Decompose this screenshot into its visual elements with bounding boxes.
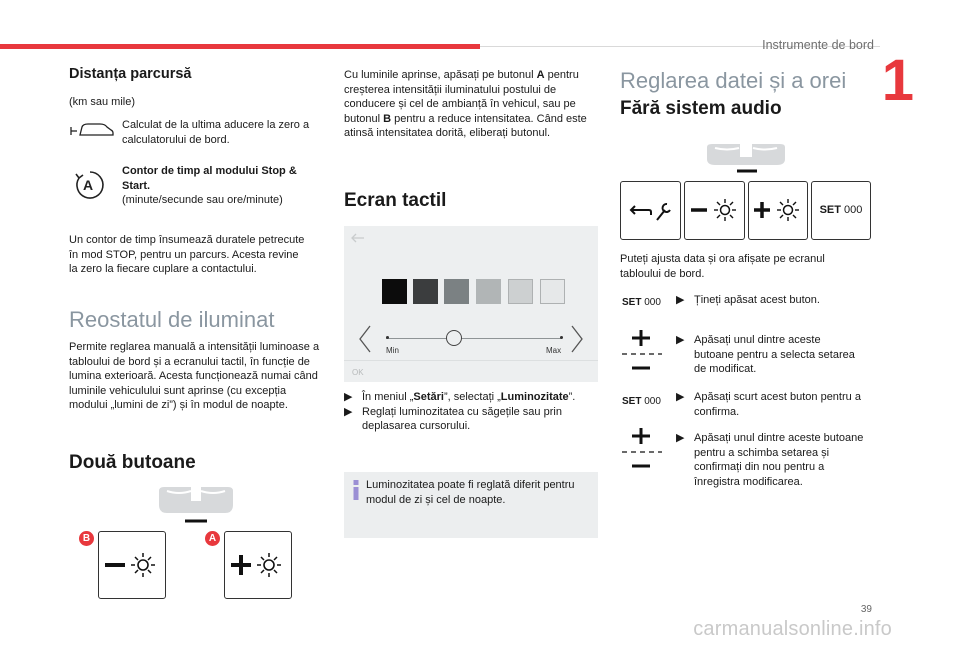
set-value: 000 xyxy=(644,297,661,308)
plus-brightness-button[interactable] xyxy=(748,181,808,240)
tip-text: Luminozitatea poate fi reglată diferit pentru modul de zi și cel de noapte. xyxy=(366,479,575,506)
set-label: SET xyxy=(622,396,642,407)
ok-button[interactable]: OK xyxy=(352,368,364,377)
chevron-left-icon[interactable] xyxy=(358,324,372,354)
button-a-brighten[interactable] xyxy=(224,531,292,599)
distance-item2 xyxy=(122,164,322,208)
minus-brightness-button[interactable] xyxy=(684,181,745,240)
swatch[interactable] xyxy=(508,279,533,304)
date-intro: Puteți ajusta data și ora afișate pe ecranul tabloului de bord. xyxy=(620,253,825,280)
slider-min-label: Min xyxy=(386,346,399,355)
step4-text: Apăsați unul dintre aceste butoane pentru a schimba setarea și confirmați din nou pentru a înregistra modificarea. xyxy=(694,432,864,488)
step3-text: Apăsați scurt acest buton pentru a confirma. xyxy=(694,391,861,418)
bullet-icon: ▶ xyxy=(344,391,353,403)
bullet1-part-b: ”, selectați „ xyxy=(443,391,501,403)
step2-text: Apăsați unul dintre aceste butoane pentru a selecta setarea de modificat. xyxy=(694,334,855,375)
minus-brightness-icon xyxy=(99,532,165,598)
step2 xyxy=(676,333,860,377)
step1-text: Țineți apăsat acest buton. xyxy=(694,294,820,306)
intro-part3: pentru a reduce intensitatea. Când este atinsă intensitatea dorită, eliberați butonul. xyxy=(344,112,587,139)
slider-max-dot xyxy=(560,336,563,339)
step4 xyxy=(676,431,864,489)
intro-a: A xyxy=(536,69,545,81)
swatch[interactable] xyxy=(540,279,565,304)
intro-part1: Cu luminile aprinse, apăsați pe butonul xyxy=(344,69,537,81)
dashboard-icon xyxy=(155,485,237,525)
touch-bullet-2 xyxy=(344,405,600,434)
trip-reset-button[interactable] xyxy=(620,181,681,240)
buttons-intro xyxy=(344,68,600,141)
swatch[interactable] xyxy=(413,279,438,304)
set-label: SET xyxy=(819,204,841,216)
bullet-icon: ▶ xyxy=(676,334,685,346)
two-buttons-title: Două butoane xyxy=(69,452,196,473)
section-title: Instrumente de bord xyxy=(762,38,874,52)
bullet1-luminozitate: Luminozitate xyxy=(500,391,569,403)
dashboard-icon xyxy=(703,143,789,173)
no-audio-subtitle: Fără sistem audio xyxy=(620,98,782,119)
slider-max-label: Max xyxy=(546,346,562,355)
step3-set-icon xyxy=(622,396,661,407)
back-arrow-icon[interactable] xyxy=(350,232,370,244)
set-value: 000 xyxy=(644,396,661,407)
bullet-icon: ▶ xyxy=(676,294,685,306)
stop-start-label: Contor de timp al modului Stop & Start. xyxy=(122,165,297,192)
bullet1-part-a: În meniul „ xyxy=(362,391,414,403)
set-label: SET xyxy=(622,297,642,308)
touchscreen xyxy=(344,226,598,382)
swatch[interactable] xyxy=(382,279,407,304)
bullet-icon: ▶ xyxy=(676,432,685,444)
stop-start-icon xyxy=(74,168,106,204)
info-icon xyxy=(352,480,360,500)
watermark: carmanualsonline.info xyxy=(693,618,892,640)
distance-unit: (km sau mile) xyxy=(69,96,136,108)
touch-divider xyxy=(344,360,598,361)
trip-car-icon xyxy=(68,118,114,140)
touch-bullet-1 xyxy=(344,390,600,405)
step1-set-icon xyxy=(622,297,661,308)
plus-brightness-icon xyxy=(749,182,807,239)
step1 xyxy=(676,293,880,308)
page-number: 39 xyxy=(860,604,872,615)
bullet2-text: Reglați luminozitatea cu săgețile sau prin deplasarea cursorului. xyxy=(362,405,562,432)
touch-title: Ecran tactil xyxy=(344,190,447,211)
stop-start-units: (minute/secunde sau ore/minute) xyxy=(122,194,283,206)
chapter-number: 1 xyxy=(881,48,914,113)
intro-part2: pentru creșterea intensității iluminatului postului de conducere și cel de ambianță în vehicul, sau pe butonul xyxy=(344,69,579,125)
tip-box xyxy=(344,472,598,538)
svg-text:A: A xyxy=(83,177,94,193)
plus-minus-icon xyxy=(620,330,664,374)
header-red-bar xyxy=(0,44,480,49)
minus-brightness-icon xyxy=(685,182,744,239)
button-b-dim[interactable] xyxy=(98,531,166,599)
slider-min-dot xyxy=(386,336,389,339)
plus-minus-icon xyxy=(620,428,664,472)
rheostat-title: Reostatul de iluminat xyxy=(69,307,275,332)
set-button[interactable] xyxy=(811,181,871,240)
label-b: B xyxy=(79,531,94,546)
bullet-icon: ▶ xyxy=(676,391,685,403)
step3 xyxy=(676,390,880,419)
distance-item1: Calculat de la ultima aducere la zero a calculatorului de bord. xyxy=(122,119,310,146)
distance-paragraph: Un contor de timp însumează duratele petrecute în mod STOP, pentru un parcurs. Acesta revine la zero la fiecare cuplare a contactului. xyxy=(69,234,305,275)
swatch[interactable] xyxy=(476,279,501,304)
bullet1-setari: Setări xyxy=(413,391,444,403)
bullet1-part-c: ”. xyxy=(568,391,576,403)
label-a: A xyxy=(205,531,220,546)
set-value: 000 xyxy=(844,204,863,216)
plus-brightness-icon xyxy=(225,532,291,598)
swatch[interactable] xyxy=(444,279,469,304)
slider-track[interactable] xyxy=(386,338,562,339)
date-time-title: Reglarea datei și a orei xyxy=(620,68,847,93)
rheostat-paragraph: Permite reglarea manuală a intensității luminoase a tabloului de bord și a ecranului tactil, în funcție de lumina exterioară. Acesta funcționează numai când luminile vehiculului sunt aprinse (cu excepția modului „lumini de zi”) și în modul de noapte. xyxy=(69,341,320,411)
return-wrench-icon xyxy=(621,182,680,239)
chevron-right-icon[interactable] xyxy=(570,324,584,354)
distance-title: Distanța parcursă xyxy=(69,66,192,82)
intro-b: B xyxy=(383,112,392,125)
slider-handle[interactable] xyxy=(446,330,462,346)
bullet-icon: ▶ xyxy=(344,405,353,418)
touch-bullets xyxy=(344,390,600,434)
